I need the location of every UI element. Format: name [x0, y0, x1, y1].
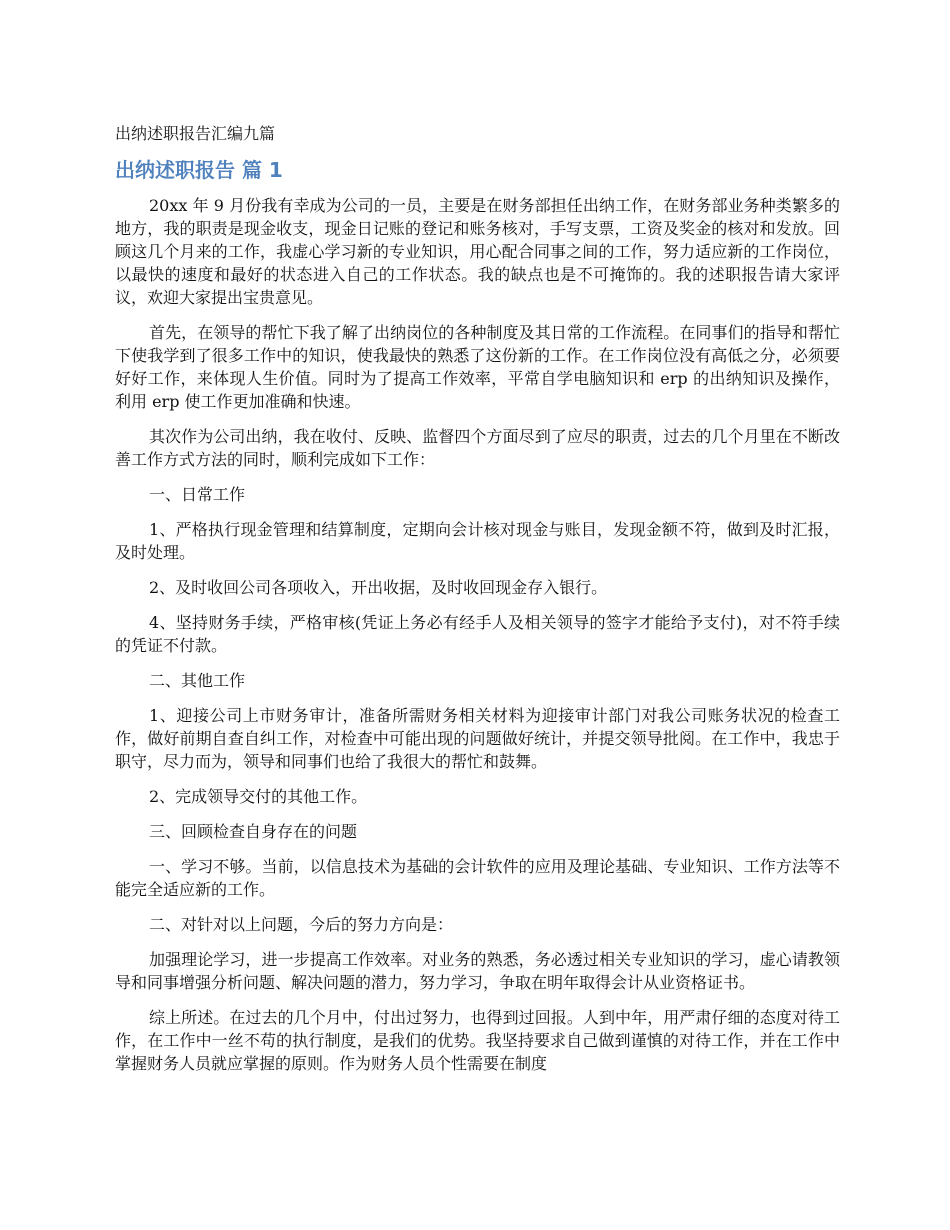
subheading-review: 三、回顾检查自身存在的问题: [149, 822, 358, 841]
section-heading: 出纳述职报告 篇 1: [115, 158, 283, 182]
paragraph-item-1: 1、严格执行现金管理和结算制度，定期向会计核对现金与账目，发现金额不符，做到及时汇报，及时处理。: [115, 520, 840, 562]
document-title: 出纳述职报告汇编九篇: [115, 124, 276, 143]
paragraph-summary: 综上所述。在过去的几个月中，付出过努力，也得到过回报。人到中年，用严肃仔细的态度对待工作，在工作中一丝不苟的执行制度，是我们的优势。我坚持要求自己做到谨慎的对待工作，并在工作中掌握财务人员就应掌握的原则。作为财务人员个性需要在制度: [115, 1008, 840, 1073]
paragraph-review-1: 一、学习不够。当前，以信息技术为基础的会计软件的应用及理论基础、专业知识、工作方法等不能完全适应新的工作。: [115, 857, 840, 899]
paragraph-review-2: 二、对针对以上问题，今后的努力方向是：: [149, 915, 454, 934]
paragraph-other-1: 1、迎接公司上市财务审计，准备所需财务相关材料为迎接审计部门对我公司账务状况的检查工作，做好前期自查自纠工作，对检查中可能出现的问题做好统计，并提交领导批阅。在工作中，我忠于职守，尽力而为，领导和同事们也给了我很大的帮忙和鼓舞。: [115, 706, 840, 771]
paragraph-item-4: 4、坚持财务手续，严格审核(凭证上务必有经手人及相关领导的签字才能给予支付)，对不符手续的凭证不付款。: [115, 613, 840, 655]
paragraph-item-2: 2、及时收回公司各项收入，开出收据，及时收回现金存入银行。: [149, 578, 608, 597]
paragraph-3: 其次作为公司出纳，我在收付、反映、监督四个方面尽到了应尽的职责，过去的几个月里在不断改善工作方式方法的同时，顺利完成如下工作：: [115, 427, 840, 469]
paragraph-2: 首先，在领导的帮忙下我了解了出纳岗位的各种制度及其日常的工作流程。在同事们的指导和帮忙下使我学到了很多工作中的知识，使我最快的熟悉了这份新的工作。在工作岗位没有高低之分，必须要好好工作，来体现人生价值。同时为了提高工作效率，平常自学电脑知识和 erp 的出纳知识及操作，利用 erp 使工作更加准确和快速。: [115, 323, 840, 411]
paragraph-study: 加强理论学习，进一步提高工作效率。对业务的熟悉，务必透过相关专业知识的学习，虚心请教领导和同事增强分析问题、解决问题的潜力，努力学习，争取在明年取得会计从业资格证书。: [115, 950, 840, 992]
subheading-other-work: 二、其他工作: [149, 671, 246, 690]
subheading-daily-work: 一、日常工作: [149, 485, 246, 504]
paragraph-1: 20xx 年 9 月份我有幸成为公司的一员，主要是在财务部担任出纳工作，在财务部业务种类繁多的地方，我的职责是现金收支，现金日记账的登记和账务核对，手写支票，工资及奖金的核对和发放。回顾这几个月来的工作，我虚心学习新的专业知识，用心配合同事之间的工作，努力适应新的工作岗位，以最快的速度和最好的状态进入自己的工作状态。我的缺点也是不可掩饰的。我的述职报告请大家评议，欢迎大家提出宝贵意见。: [115, 196, 840, 307]
document-page: [115, 122, 840, 1087]
paragraph-other-2: 2、完成领导交付的其他工作。: [149, 787, 368, 806]
